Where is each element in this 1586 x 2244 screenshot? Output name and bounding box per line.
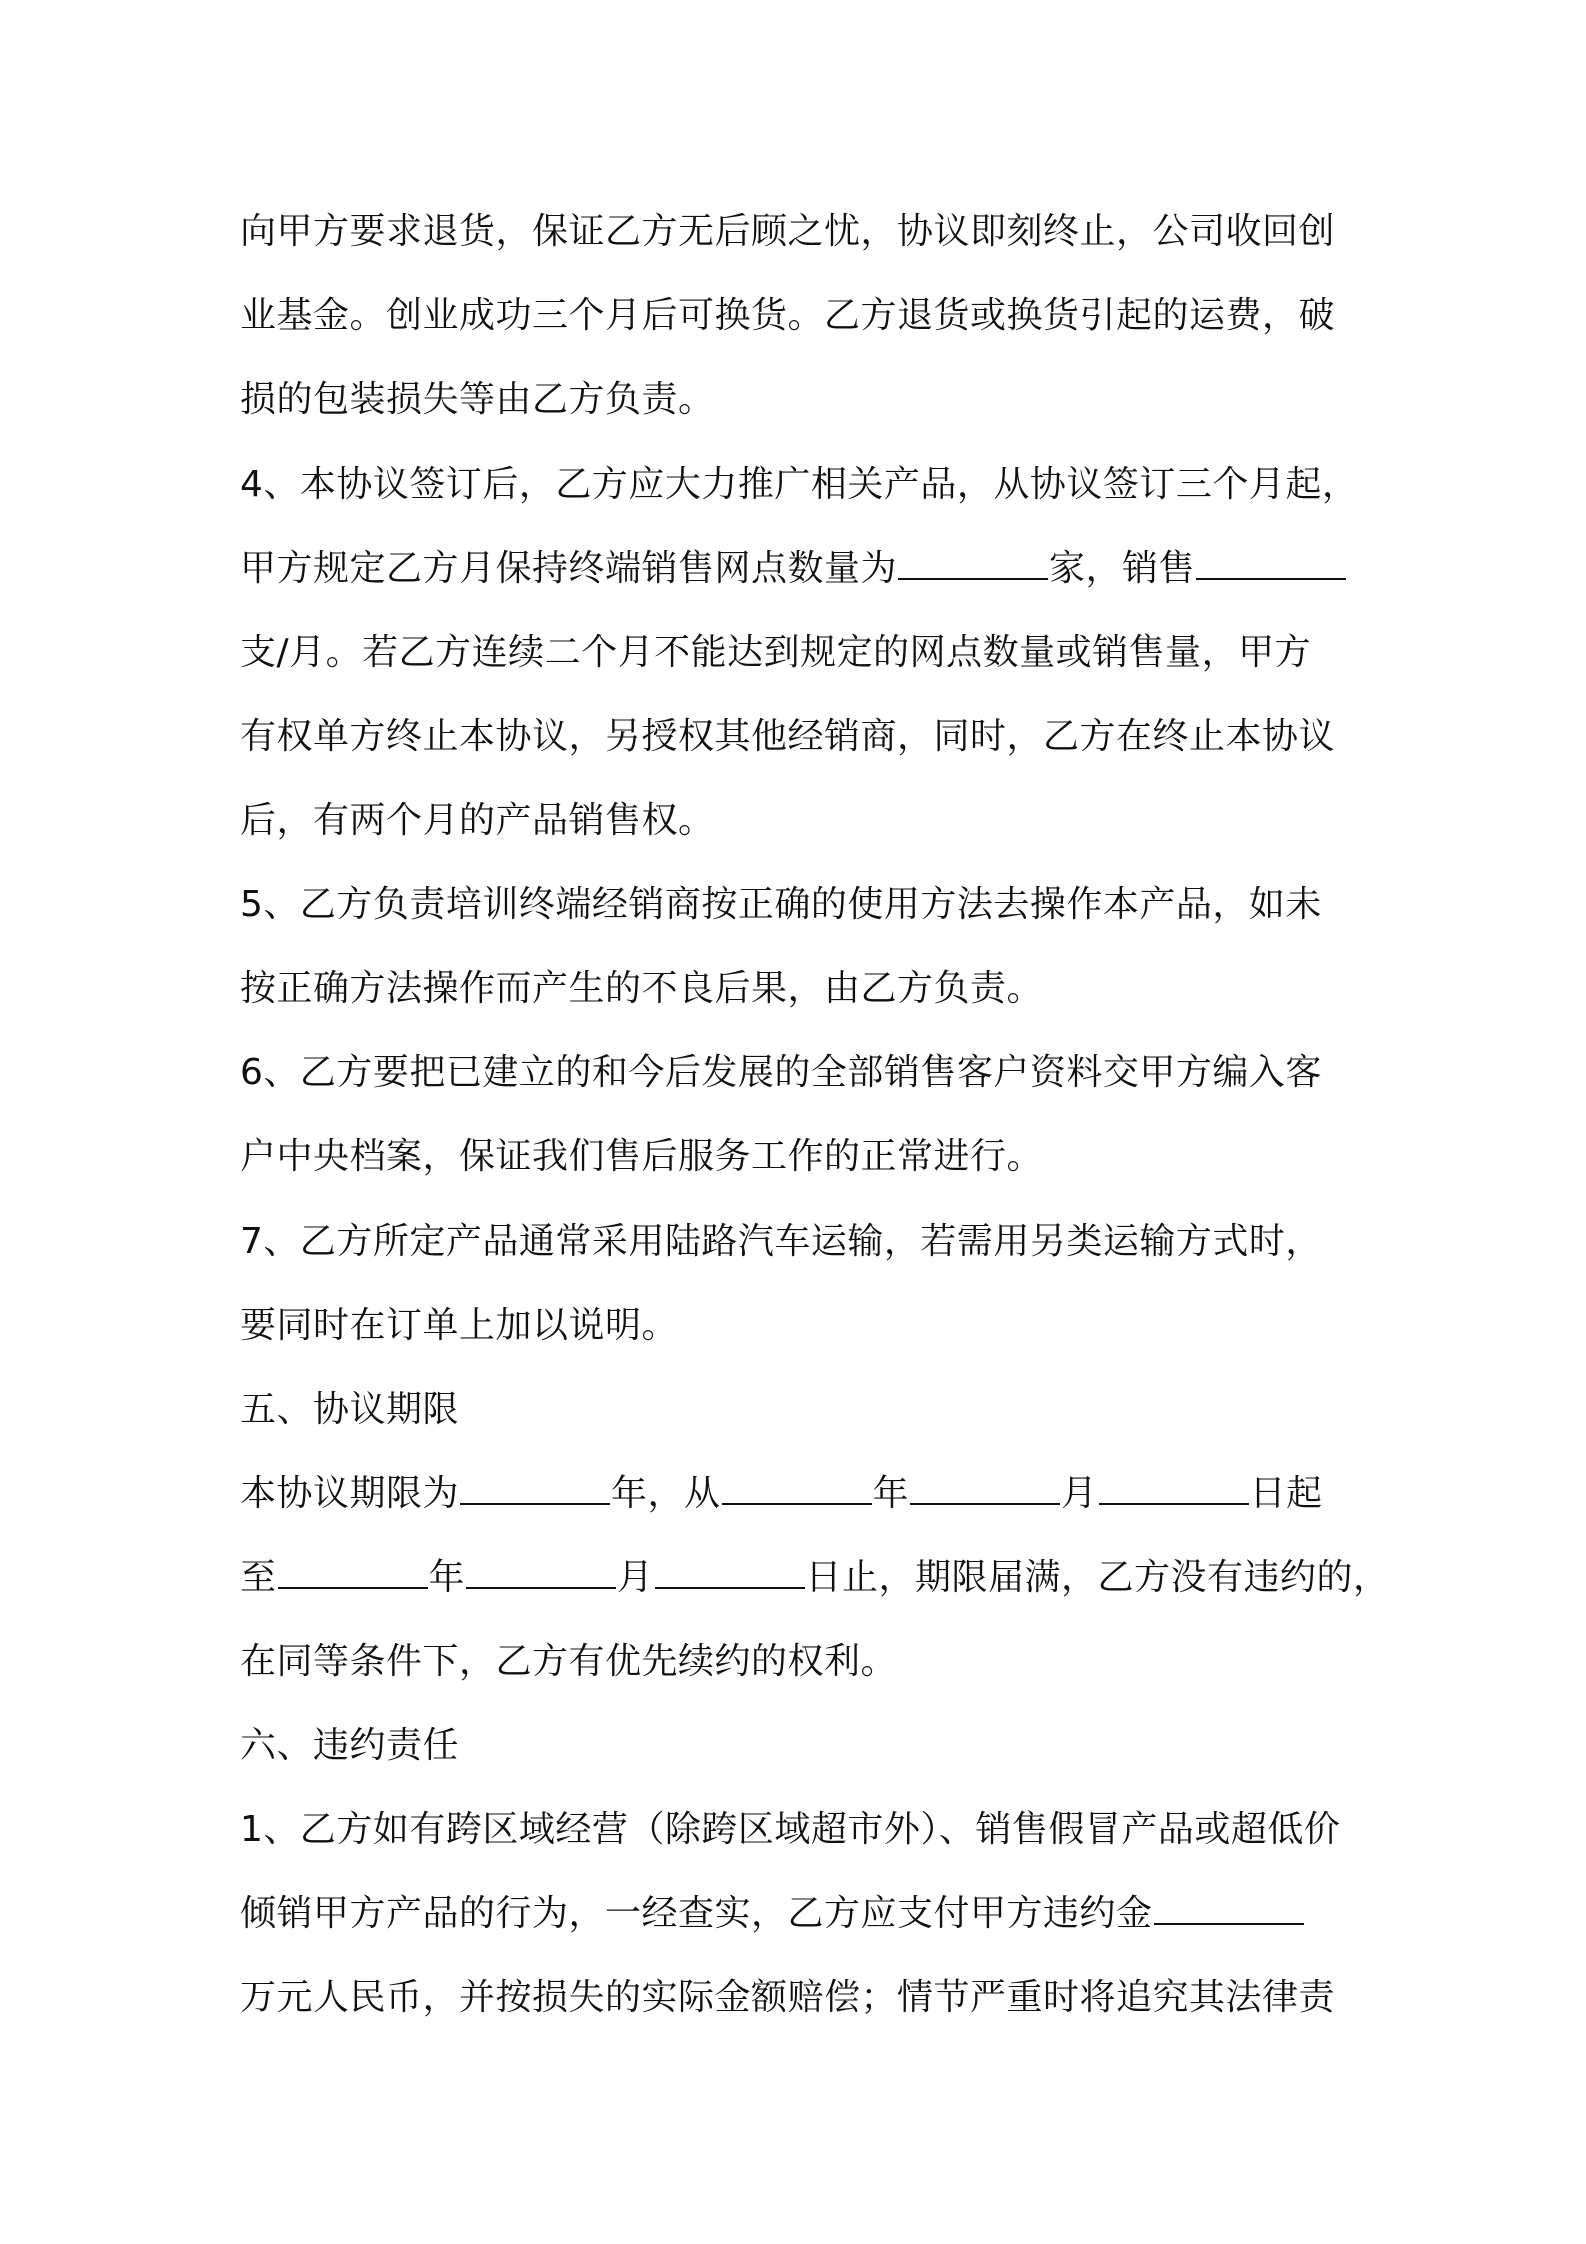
section-heading-term — [240, 1380, 1370, 1440]
line-text: 6、乙方要把已建立的和今后发展的全部销售客户资料交甲方编入客 — [240, 1052, 1322, 1093]
text-line-13 — [240, 1212, 1370, 1272]
line-text: 有权单方终止本协议，另授权其他经销商，同时，乙方在终止本协议 — [240, 716, 1336, 757]
line-text: 本协议期限为 — [240, 1473, 460, 1514]
line-text: 业基金。创业成功三个月后可换货。乙方退货或换货引起的运费，破 — [240, 295, 1336, 336]
text-line-4 — [240, 455, 1370, 515]
line-text: 支/月。若乙方连续二个月不能达到规定的网点数量或销售量，甲方 — [240, 632, 1312, 673]
text-line-5 — [240, 539, 1370, 599]
blank-field-end-year — [278, 1551, 428, 1589]
line-text: 损的包装损失等由乙方负责。 — [240, 379, 715, 420]
text-line-22 — [240, 1968, 1370, 2028]
line-text: 五、协议期限 — [240, 1389, 460, 1430]
line-text: 六、违约责任 — [240, 1725, 460, 1766]
line-text: 日止，期限届满，乙方没有违约的， — [805, 1557, 1390, 1598]
text-line-6 — [240, 623, 1370, 683]
text-line-20 — [240, 1800, 1370, 1860]
line-text: 倾销甲方产品的行为，一经查实，乙方应支付甲方违约金 — [240, 1893, 1153, 1934]
text-line-3 — [240, 370, 1370, 430]
text-line-21 — [240, 1884, 1370, 1944]
line-text: 月 — [617, 1557, 654, 1598]
line-text: 1、乙方如有跨区域经营（除跨区域超市外）、销售假冒产品或超低价 — [240, 1809, 1341, 1850]
blank-field-end-month — [466, 1551, 616, 1589]
text-line-10 — [240, 959, 1370, 1019]
text-line-17 — [240, 1548, 1390, 1608]
blank-field-start-month — [910, 1467, 1060, 1505]
line-text: 家，销售 — [1049, 548, 1196, 589]
line-text: 年 — [428, 1557, 466, 1598]
line-text: 4、本协议签订后，乙方应大力推广相关产品，从协议签订三个月起， — [240, 464, 1359, 505]
text-line-12 — [240, 1127, 1370, 1187]
blank-field-start-year — [722, 1467, 872, 1505]
text-line-8 — [240, 791, 1370, 851]
blank-field-years — [460, 1467, 610, 1505]
line-text: 7、乙方所定产品通常采用陆路汽车运输，若需用另类运输方式时， — [240, 1221, 1322, 1262]
line-text: 甲方规定乙方月保持终端销售网点数量为 — [240, 548, 898, 589]
line-text: 月 — [1061, 1473, 1098, 1514]
line-text: 万元人民币，并按损失的实际金额赔偿；情节严重时将追究其法律责 — [240, 1977, 1336, 2018]
blank-field-penalty — [1154, 1887, 1304, 1925]
blank-field-sales — [1196, 542, 1346, 580]
text-line-1 — [240, 202, 1370, 262]
line-text: 年 — [872, 1473, 910, 1514]
line-text: 户中央档案，保证我们售后服务工作的正常进行。 — [240, 1136, 1044, 1177]
blank-field-outlets — [898, 542, 1048, 580]
text-line-18 — [240, 1632, 1370, 1692]
text-line-16 — [240, 1464, 1370, 1524]
blank-field-end-day — [655, 1551, 805, 1589]
line-text: 要同时在订单上加以说明。 — [240, 1305, 679, 1346]
line-text: 后，有两个月的产品销售权。 — [240, 800, 715, 841]
line-text: 5、乙方负责培训终端经销商按正确的使用方法去操作本产品，如未 — [240, 884, 1322, 925]
line-text: 按正确方法操作而产生的不良后果，由乙方负责。 — [240, 968, 1044, 1009]
text-line-11 — [240, 1043, 1370, 1103]
line-text: 在同等条件下，乙方有优先续约的权利。 — [240, 1641, 898, 1682]
text-line-7 — [240, 707, 1370, 767]
text-line-14 — [240, 1296, 1370, 1356]
line-text: 向甲方要求退货，保证乙方无后顾之忧，协议即刻终止，公司收回创 — [240, 211, 1336, 252]
blank-field-start-day — [1099, 1467, 1249, 1505]
text-line-9 — [240, 875, 1370, 935]
line-text: 年，从 — [611, 1473, 721, 1514]
line-text: 至 — [240, 1557, 277, 1598]
line-text: 日起 — [1249, 1473, 1323, 1514]
text-line-2 — [240, 286, 1370, 346]
section-heading-liability — [240, 1716, 1370, 1776]
